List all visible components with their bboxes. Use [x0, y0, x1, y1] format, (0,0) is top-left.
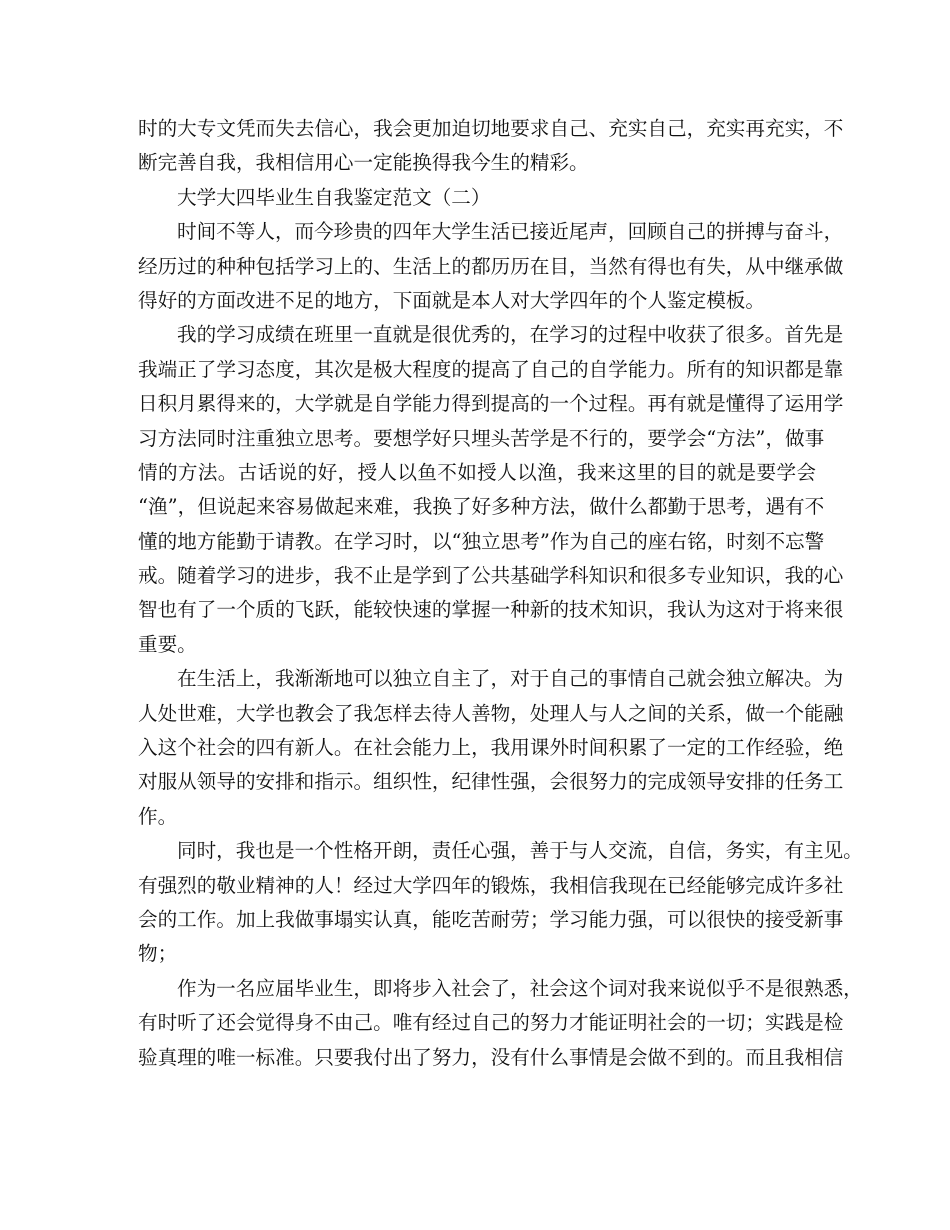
text-line: 我端正了学习态度，其次是极大程度的提高了自己的自学能力。所有的知识都是靠 [138, 357, 844, 381]
text-line: 我的学习成绩在班里一直就是很优秀的，在学习的过程中收获了很多。首先是 [177, 323, 844, 347]
text-line: 懂的地方能勤于请教。在学习时，以“独立思考”作为自己的座右铭，时刻不忘警 [138, 529, 825, 553]
text-line: 在生活上，我渐渐地可以独立自主了，对于自己的事情自己就会独立解决。为 [177, 667, 844, 691]
text-line: 同时，我也是一个性格开朗，责任心强，善于与人交流，自信，务实，有主见。 [177, 839, 863, 863]
text-line: 入这个社会的四有新人。在社会能力上，我用课外时间积累了一定的工作经验，绝 [138, 736, 844, 760]
document-page [138, 112, 863, 1075]
text-line: 戒。随着学习的进步，我不止是学到了公共基础学科知识和很多专业知识，我的心 [138, 564, 844, 588]
text-line: 情的方法。古话说的好，授人以鱼不如授人以渔，我来这里的目的就是要学会 [138, 460, 816, 484]
text-line: 对服从领导的安排和指示。组织性，纪律性强，会很努力的完成领导安排的任务工 [138, 770, 844, 794]
text-line: 经历过的种种包括学习上的、生活上的都历历在目，当然有得也有失，从中继承做 [138, 254, 844, 278]
text-line: 日积月累得来的，大学就是自学能力得到提高的一个过程。再有就是懂得了运用学 [138, 392, 844, 416]
text-line: 重要。 [138, 632, 197, 656]
text-line: 作为一名应届毕业生，即将步入社会了，社会这个词对我来说似乎不是很熟悉， [177, 976, 863, 1000]
text-line: 智也有了一个质的飞跃，能较快速的掌握一种新的技术知识，我认为这对于将来很 [138, 598, 844, 622]
text-line: 人处世难，大学也教会了我怎样去待人善物，处理人与人之间的关系，做一个能融 [138, 701, 844, 725]
text-line: 会的工作。加上我做事塌实认真，能吃苦耐劳；学习能力强，可以很快的接受新事 [138, 907, 844, 931]
text-line: 作。 [138, 804, 178, 828]
text-line: 有强烈的敬业精神的人！经过大学四年的锻炼，我相信我现在已经能够完成许多社 [138, 873, 844, 897]
text-line: 断完善自我，我相信用心一定能换得我今生的精彩。 [138, 151, 589, 175]
text-line: 物； [138, 942, 178, 966]
text-line: 时间不等人，而今珍贵的四年大学生活已接近尾声，回顾自己的拼搏与奋斗， [177, 220, 844, 244]
text-line: “渔”，但说起来容易做起来难，我换了好多种方法，做什么都勤于思考，遇有不 [138, 495, 825, 519]
text-line: 有时听了还会觉得身不由己。唯有经过自己的努力才能证明社会的一切；实践是检 [138, 1011, 844, 1035]
text-line: 大学大四毕业生自我鉴定范文（二） [177, 185, 491, 209]
text-line: 验真理的唯一标准。只要我付出了努力，没有什么事情是会做不到的。而且我相信 [138, 1045, 844, 1069]
text-line: 得好的方面改进不足的地方，下面就是本人对大学四年的个人鉴定模板。 [138, 288, 765, 312]
text-line: 时的大专文凭而失去信心，我会更加迫切地要求自己、充实自己，充实再充实，不 [138, 117, 844, 140]
text-line: 习方法同时注重独立思考。要想学好只埋头苦学是不行的，要学会“方法”，做事 [138, 426, 825, 450]
